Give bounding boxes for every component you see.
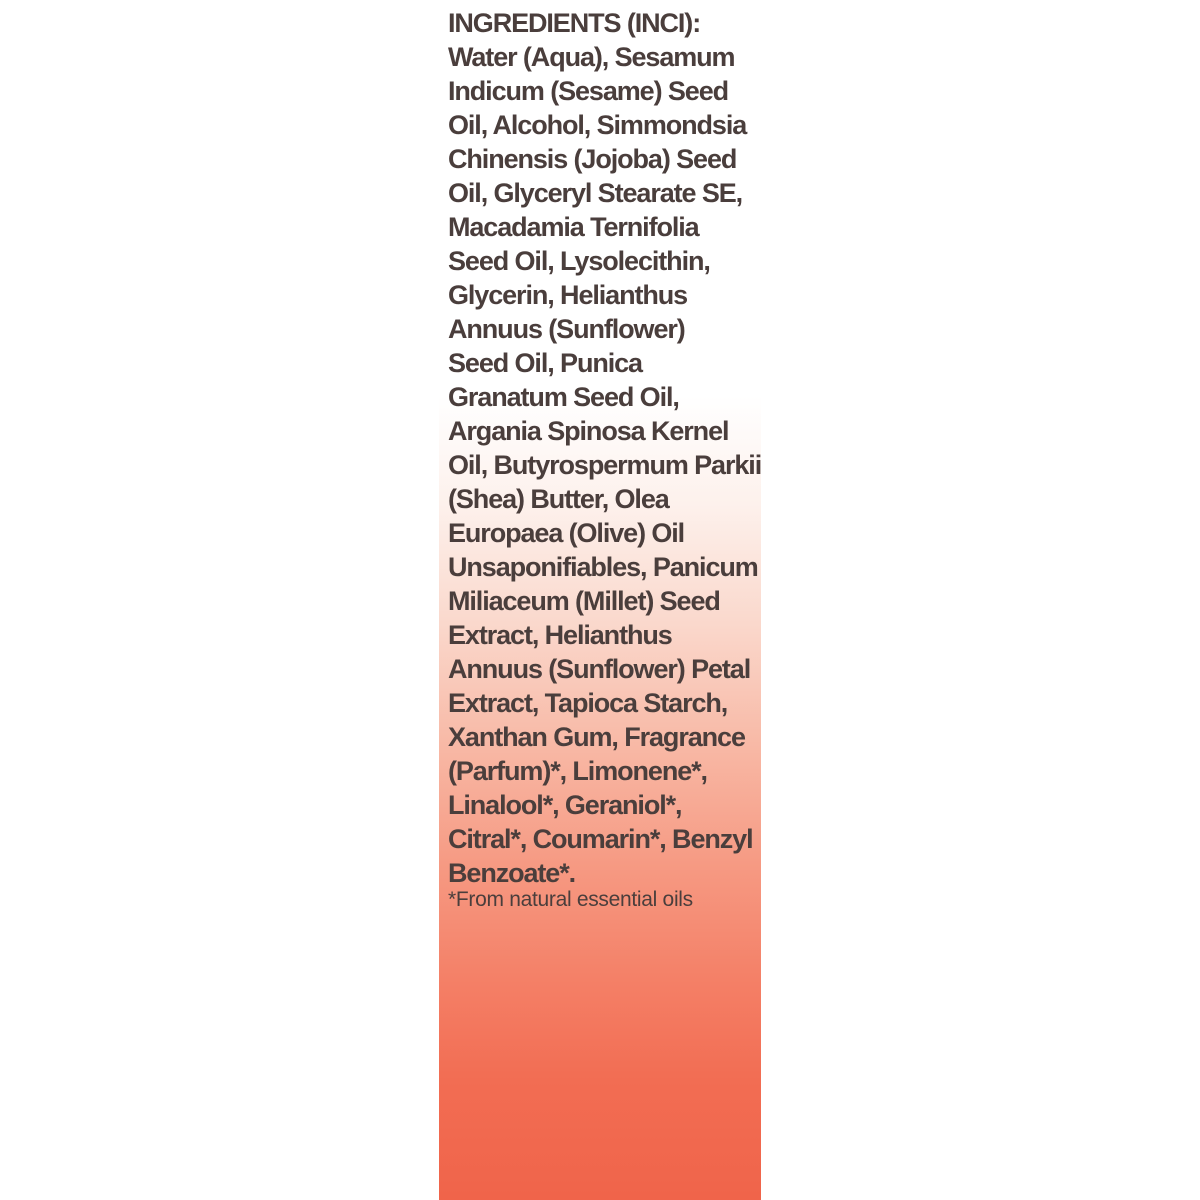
- ingredient-line: Linalool*, Geraniol*,: [448, 790, 682, 820]
- ingredient-line: Macadamia Ternifolia: [448, 212, 699, 242]
- ingredient-line: Seed Oil, Punica: [448, 348, 642, 378]
- ingredient-line: Xanthan Gum, Fragrance: [448, 722, 745, 752]
- ingredient-line: Unsaponifiables, Panicum: [448, 552, 758, 582]
- ingredient-line: Argania Spinosa Kernel: [448, 416, 729, 446]
- ingredient-line: Annuus (Sunflower) Petal: [448, 654, 751, 684]
- ingredient-line: Granatum Seed Oil,: [448, 382, 679, 412]
- ingredient-line: Citral*, Coumarin*, Benzyl: [448, 824, 753, 854]
- ingredient-line: (Parfum)*, Limonene*,: [448, 756, 707, 786]
- ingredient-line: Annuus (Sunflower): [448, 314, 685, 344]
- ingredient-line: Oil, Glyceryl Stearate SE,: [448, 178, 743, 208]
- ingredient-line: (Shea) Butter, Olea: [448, 484, 669, 514]
- ingredient-line: Miliaceum (Millet) Seed: [448, 586, 720, 616]
- ingredient-line: Oil, Alcohol, Simmondsia: [448, 110, 747, 140]
- ingredients-heading: INGREDIENTS (INCI):: [448, 8, 701, 38]
- ingredient-line: Indicum (Sesame) Seed: [448, 76, 729, 106]
- ingredients-list: [448, 6, 762, 890]
- essential-oils-footnote: *From natural essential oils: [448, 888, 693, 911]
- ingredient-line: Chinensis (Jojoba) Seed: [448, 144, 737, 174]
- ingredient-line: Oil, Butyrospermum Parkii: [448, 450, 762, 480]
- ingredient-line: Extract, Tapioca Starch,: [448, 688, 728, 718]
- ingredient-line: Glycerin, Helianthus: [448, 280, 688, 310]
- ingredient-line: Water (Aqua), Sesamum: [448, 42, 735, 72]
- ingredient-line: Seed Oil, Lysolecithin,: [448, 246, 710, 276]
- ingredient-line: Europaea (Olive) Oil: [448, 518, 685, 548]
- ingredient-line: Benzoate*.: [448, 858, 576, 888]
- ingredient-line: Extract, Helianthus: [448, 620, 672, 650]
